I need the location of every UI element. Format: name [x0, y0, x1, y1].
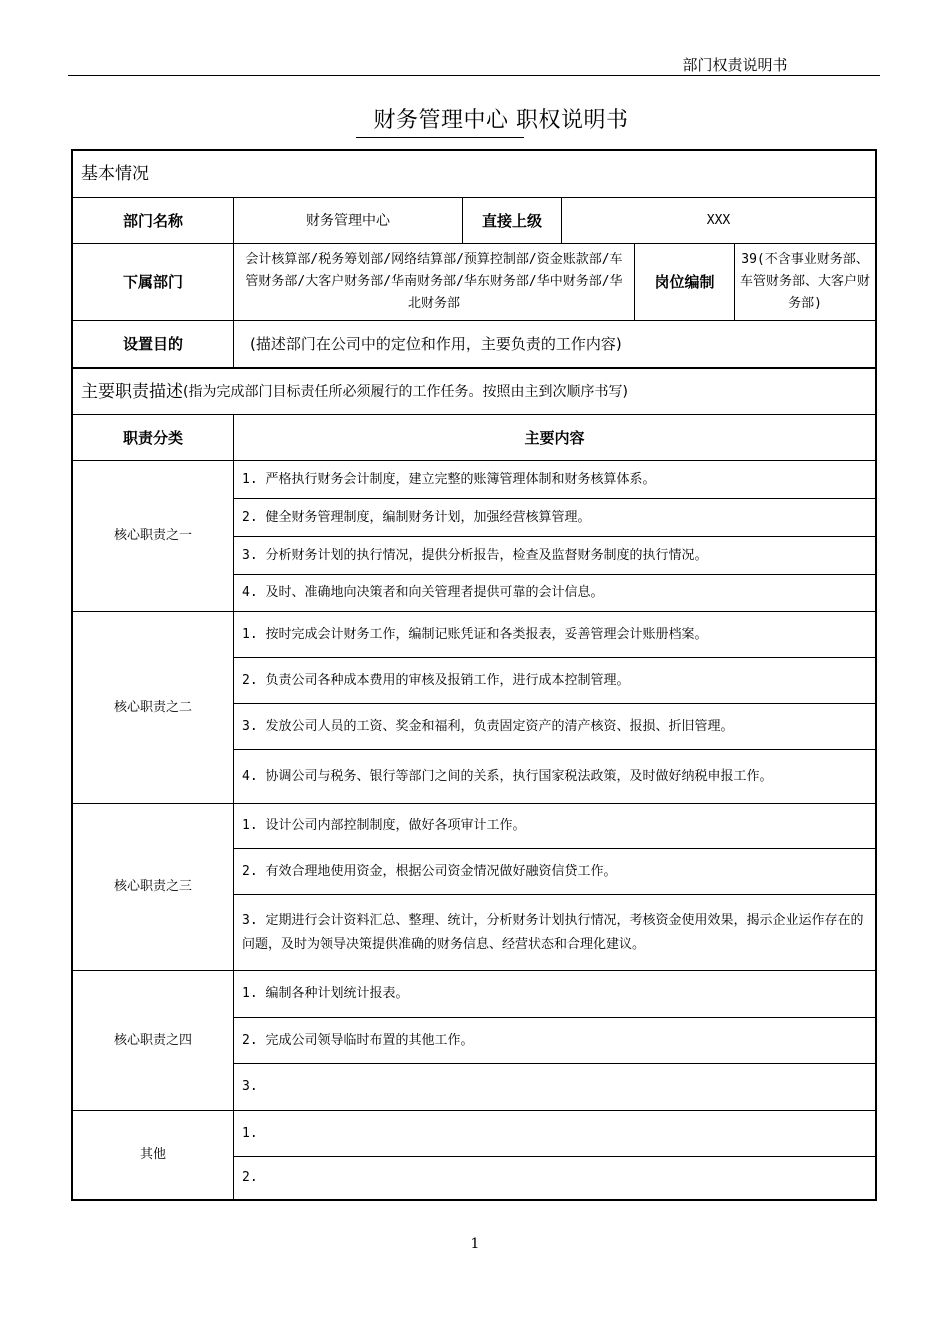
- duties-section-heading: 主要职责描述: [81, 381, 183, 402]
- duties-section-note: (指为完成部门目标责任所必须履行的工作任务。按照由主到次顺序书写): [183, 383, 628, 400]
- purpose-value: (描述部门在公司中的定位和作用，主要负责的工作内容): [234, 321, 875, 368]
- headcount-value: 39(不含事业财务部、车管财务部、大客户财务部): [735, 244, 875, 321]
- duties-section-title: [73, 368, 875, 415]
- title-underline: [356, 137, 524, 138]
- page-header-title: 部门权责说明书: [682, 56, 788, 74]
- subordinate-label: 下属部门: [73, 244, 234, 321]
- duty-item: 2. 有效合理地使用资金，根据公司资金情况做好融资信贷工作。: [234, 849, 875, 895]
- basic-info-section-title: 基本情况: [73, 151, 875, 198]
- responsibility-table: [71, 149, 877, 1201]
- duty-item: 2.: [242, 1170, 258, 1185]
- duty-item: 4. 及时、准确地向决策者和向关管理者提供可靠的会计信息。: [234, 575, 875, 612]
- page-number: 1: [470, 1236, 480, 1252]
- subordinate-value: 会计核算部/税务筹划部/网络结算部/预算控制部/资金账款部/车管财务部/大客户财务部/华南财务部/华东财务部/华中财务部/华北财务部: [234, 244, 635, 321]
- purpose-label: 设置目的: [73, 321, 234, 368]
- category-column-header: 职责分类: [73, 415, 234, 461]
- duty-item: 1. 按时完成会计财务工作，编制记账凭证和各类报表，妥善管理会计账册档案。: [234, 612, 875, 658]
- duty-item: 1. 编制各种计划统计报表。: [234, 971, 875, 1018]
- duty-item: 4. 协调公司与税务、银行等部门之间的关系，执行国家税法政策，及时做好纳税申报工作。: [234, 750, 875, 804]
- duty-item: 2. 负责公司各种成本费用的审核及报销工作，进行成本控制管理。: [234, 658, 875, 704]
- document-title: 财务管理中心 职权说明书: [373, 108, 629, 133]
- duty-item: 3. 定期进行会计资料汇总、整理、统计，分析财务计划执行情况，考核资金使用效果，揭示企业运作存在的问题，及时为领导决策提供准确的财务信息、经营状态和合理化建议。: [234, 895, 875, 971]
- duty-item: 2. 健全财务管理制度，编制财务计划，加强经营核算管理。: [234, 499, 875, 537]
- duty-item: 3. 发放公司人员的工资、奖金和福利，负责固定资产的清产核资、报损、折旧管理。: [234, 704, 875, 750]
- dept-name-label: 部门名称: [73, 198, 234, 244]
- duty-category: 核心职责之四: [73, 971, 234, 1111]
- duty-item: 2. 完成公司领导临时布置的其他工作。: [234, 1018, 875, 1064]
- duty-category: 核心职责之三: [73, 804, 234, 971]
- headcount-label: 岗位编制: [635, 244, 735, 321]
- duty-item: 3. 分析财务计划的执行情况，提供分析报告，检查及监督财务制度的执行情况。: [234, 537, 875, 575]
- superior-value: XXX: [562, 198, 875, 244]
- header-rule: [68, 75, 880, 76]
- dept-name-value: 财务管理中心: [234, 198, 463, 244]
- duty-item: 3.: [234, 1064, 875, 1111]
- duty-item: 1. 严格执行财务会计制度，建立完整的账簿管理体制和财务核算体系。: [234, 461, 875, 499]
- duty-category: 核心职责之一: [73, 461, 234, 612]
- content-column-header: 主要内容: [234, 415, 875, 461]
- duty-item: 1.: [234, 1111, 875, 1157]
- duty-category: 其他: [73, 1111, 234, 1199]
- superior-label: 直接上级: [463, 198, 562, 244]
- duty-item: 1. 设计公司内部控制制度，做好各项审计工作。: [234, 804, 875, 849]
- duty-category: 核心职责之二: [73, 612, 234, 804]
